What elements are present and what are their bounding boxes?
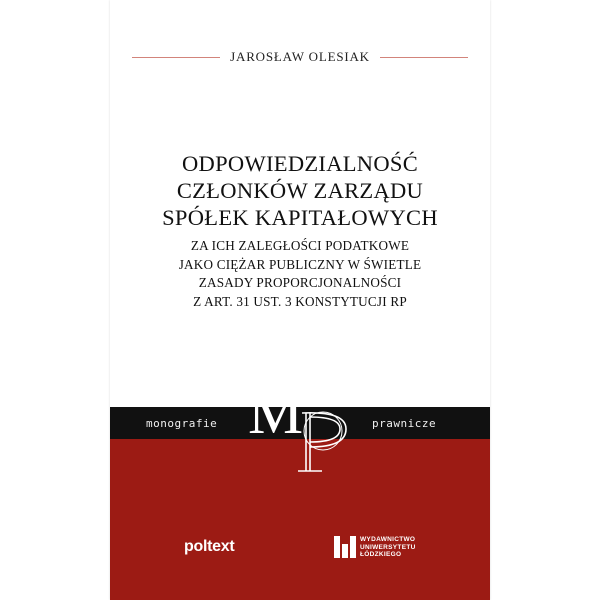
wul-line: ŁÓDZKIEGO [360, 551, 402, 558]
subtitle-line: ZASADY PROPORCJONALNOŚCI [198, 275, 402, 290]
series-label-left: monografie [146, 417, 218, 430]
publisher-logo-wul [360, 536, 416, 559]
series-monogram-logo [246, 375, 366, 475]
book-cover [110, 0, 490, 600]
subtitle-line: Z ART. 31 UST. 3 KONSTYTUCJI RP [193, 293, 407, 309]
monogram-letter-m: M [248, 379, 304, 447]
author-name: JAROSŁAW OLESIAK [230, 49, 370, 64]
subtitle-line: ZA ICH ZALEGŁOŚCI PODATKOWE [190, 238, 410, 253]
wul-line: UNIWERSYTETU [360, 543, 416, 551]
publisher-mark-icon [334, 536, 356, 558]
title-line: CZŁONKÓW ZARZĄDU [176, 178, 424, 203]
author-rule-right [380, 57, 468, 58]
publisher-logo-poltext: poltext [184, 538, 235, 555]
monogram-letter-p [298, 412, 346, 471]
book-subtitle [110, 237, 490, 311]
series-label-right: prawnicze [372, 417, 437, 430]
wul-line: WYDAWNICTWO [360, 536, 416, 543]
subtitle-line: JAKO CIĘŻAR PUBLICZNY W ŚWIETLE [178, 256, 422, 272]
book-title [110, 150, 490, 231]
title-line: ODPOWIEDZIALNOŚĆ [181, 151, 419, 176]
author-row [110, 47, 490, 67]
title-line: SPÓŁEK KAPITAŁOWYCH [162, 205, 438, 230]
